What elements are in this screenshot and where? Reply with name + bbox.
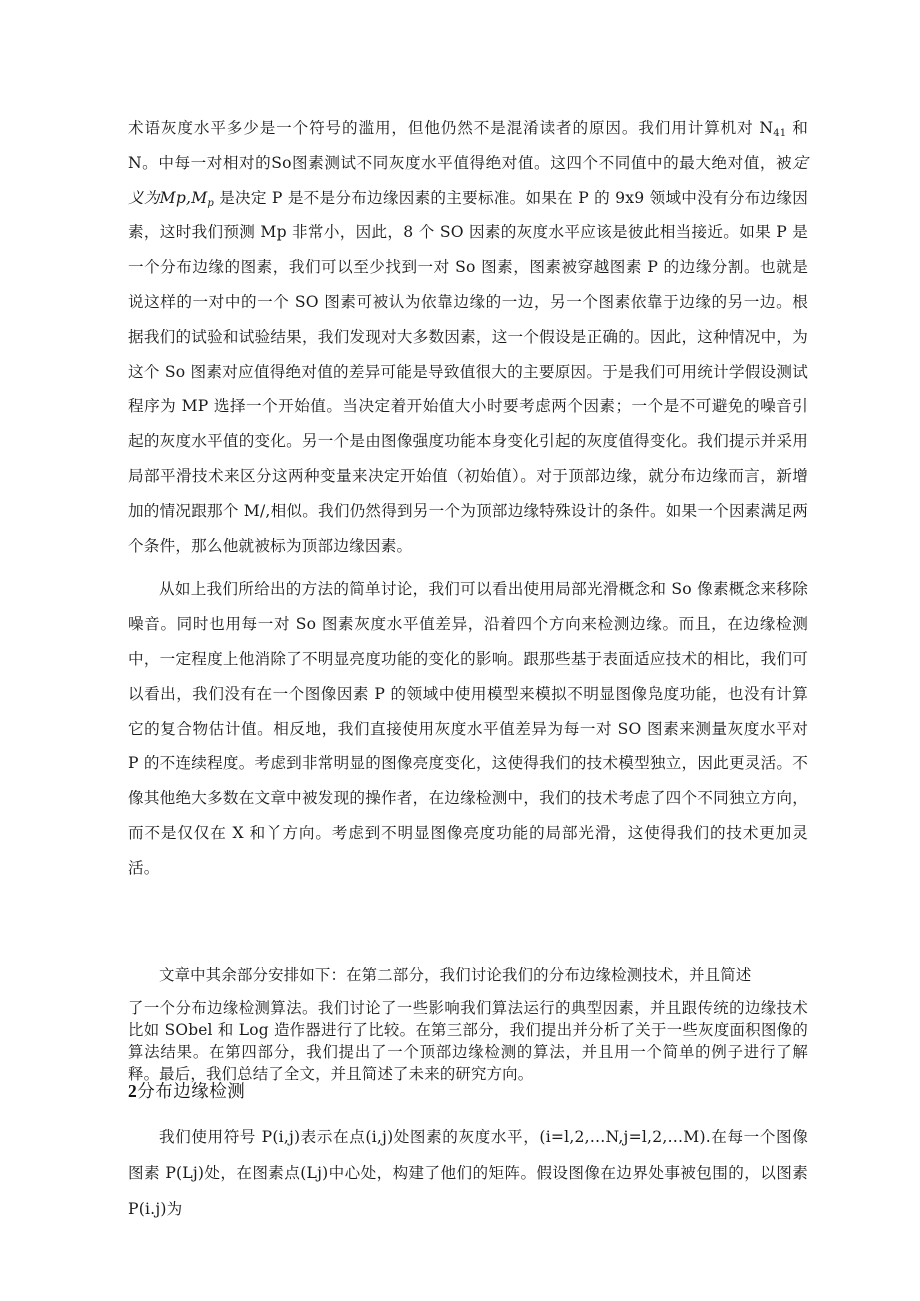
section-number: 2: [128, 1081, 138, 1101]
paragraph-4: 我们使用符号 P(i,j)表示在点(i,j)处图素的灰度水平，(i=l,2,…N,j=l,2,…M).在每一个图像图素 P(Lj)处，在图素点(Lj)中心处，构建了他们的矩阵。假设图像在边界处事被包围的，以图素 P(i.j)为: [128, 1128, 808, 1218]
section-title: 分布边缘检测: [137, 1082, 246, 1102]
body-text-compact: [128, 957, 808, 1085]
italic-definition: 定义为Mp,M: [128, 153, 808, 207]
paragraph-3-first-line: 文章中其余部分安排如下：在第二部分，我们讨论我们的分布边缘检测技术，并且简述: [159, 966, 752, 984]
subscript-p: p: [207, 197, 214, 209]
section-heading: [128, 1078, 245, 1103]
paragraph-3: [128, 957, 808, 1085]
paragraph-1-part-2: 和 N。中每一对相对的So图素测试不同灰度水平值得绝对值。这四个不同值中的最大绝对值，被: [128, 119, 808, 172]
body-text-section-2: [128, 1119, 808, 1227]
paragraph-1-part-3: 是决定 P 是不是分布边缘因素的主要标准。如果在 P 的 9x9 领域中没有分布边缘因素，这时我们预测 Mp 非常小，因此，8 个 SO 因素的灰度水平应该是彼此相当接近。如果 P 是一个分布边缘的图素，我们可以至少找到一对 So 图素，图素被穿越图素 P 的边缘分割。也就是说这样的一对中的一个 SO 图素可被认为依靠边缘的一边，另一个图素依靠于边缘的另一边。根据我们的试验和试验结果，我们发现对大多数因素，这一个假设是正确的。因此，这种情况中，为这个 So 图素对应值得绝对值的差异可能是导致值很大的主要原因。于是我们可用统计学假设测试程序为 MP 选择一个开始值。当决定着开始值大小时要考虑两个因素；一个是不可避免的噪音引起的灰度水平值的变化。另一个是由图像强度功能本身变化引起的灰度值得变化。我们提示并采用局部平滑技术来区分这两种变量来决定开始值（初始值）。对于顶部边缘，就分布边缘而言，新增加的情况跟那个 M/,相似。我们仍然得到另一个为顶部边缘特殊设计的条件。如果一个因素满足两个条件，那么他就被标为顶部边缘因素。: [128, 188, 809, 555]
paragraph-1: [128, 111, 808, 563]
subscript-41: 41: [773, 128, 787, 139]
body-text-top: [128, 111, 808, 886]
paragraph-3-rest: 了一个分布边缘检测算法。我们讨论了一些影响我们算法运行的典型因素，并且跟传统的边缘技术比如 SObel 和 Log 造作器进行了比较。在第三部分，我们提出并分析了关于一些灰度面积图像的算法结果。在第四部分，我们提出了一个顶部边缘检测的算法，并且用一个简单的例子进行了解释。最后，我们总结了全文，并且简述了未来的研究方向。: [128, 999, 808, 1083]
paragraph-1-part-1: 术语灰度水平多少是一个符号的滥用，但他仍然不是混淆读者的原因。我们用计算机对 N: [128, 119, 774, 137]
paragraph-2: 从如上我们所给出的方法的简单讨论，我们可以看出使用局部光滑概念和 So 像素概念来移除噪音。同时也用每一对 So 图素灰度水平值差异，沿着四个方向来检测边缘。而且，在边缘检测中，一定程度上他消除了不明显亮度功能的变化的影响。跟那些基于表面适应技术的相比，我们可以看出，我们没有在一个图像因素 P 的领域中使用模型来模拟不明显图像凫度功能，也没有计算它的复合物估计值。相反地，我们直接使用灰度水平值差异为每一对 SO 图素来测量灰度水平对 P 的不连续程度。考虑到非常明显的图像亮度变化，这使得我们的技术模型独立，因此更灵活。不像其他绝大多数在文章中被发现的操作者，在边缘检测中，我们的技术考虑了四个不同独立方向，而不是仅仅在 X 和丫方向。考虑到不明显图像亮度功能的局部光滑，这使得我们的技术更加灵活。: [128, 580, 808, 877]
